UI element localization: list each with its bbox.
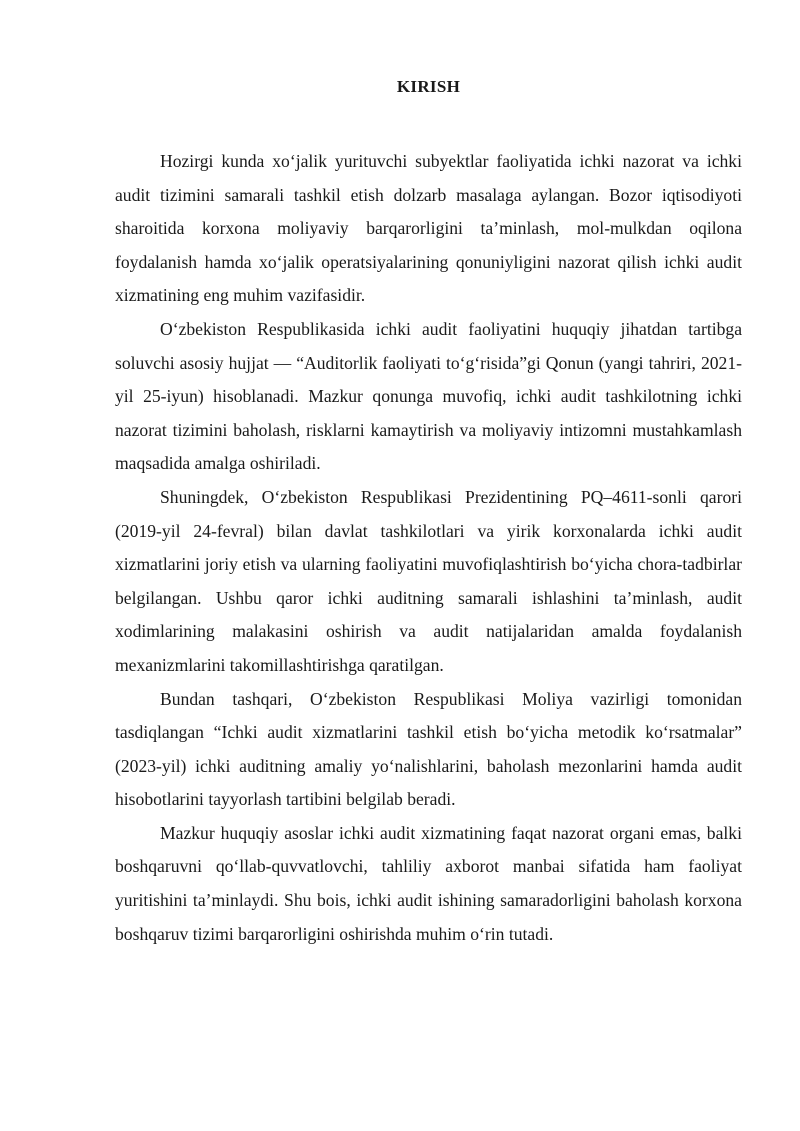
- paragraph-4: Bundan tashqari, O‘zbekiston Respublikasi Moliya vazirligi tomonidan tasdiqlangan “Ichki audit xizmatlarini tashkil etish bo‘yicha metodik ko‘rsatmalar” (2023-yil) ichki auditning amaliy yo‘nalishlarini, baholash mezonlarini hamda audit hisobotlarini tayyorlash tartibini belgilab beradi.: [115, 688, 742, 810]
- page-title: KIRISH: [396, 77, 461, 96]
- paragraph-1: Hozirgi kunda xo‘jalik yurituvchi subyektlar faoliyatida ichki nazorat va ichki audit tizimini samarali tashkil etish dolzarb masalaga aylangan. Bozor iqtisodiyoti sharoitida korxona moliyaviy barqarorligini ta’minlash, mol-mulkdan oqilona foydalanish hamda xo‘jalik operatsiyalarining qonuniyligini nazorat qilish ichki audit xizmatining eng muhim vazifasidir.: [115, 151, 742, 306]
- paragraph-2: O‘zbekiston Respublikasida ichki audit faoliyatini huquqiy jihatdan tartibga soluvchi asosiy hujjat — “Auditorlik faoliyati to‘g‘risida”gi Qonun (yangi tahriri, 2021-yil 25-iyun) hisoblanadi. Mazkur qonunga muvofiq, ichki audit tashkilotning ichki nazorat tizimini baholash, risklarni kamaytirish va moliyaviy intizomni mustahkamlash maqsadida amalga oshiriladi.: [115, 318, 742, 474]
- paragraph-3: Shuningdek, O‘zbekiston Respublikasi Prezidentining PQ–4611-sonli qarori (2019-yil 24-fevral) bilan davlat tashkilotlari va yirik korxonalarda ichki audit xizmatlarini joriy etish va ularning faoliyatini muvofiqlashtirish bo‘yicha chora-tadbirlar belgilangan. Ushbu qaror ichki auditning samarali ishlashini ta’minlash, audit xodimlarining malakasini oshirish va audit natijalaridan amalda foydalanish mexanizmlarini takomillashtirishga qaratilgan.: [115, 486, 742, 675]
- paragraph-5: Mazkur huquqiy asoslar ichki audit xizmatining faqat nazorat organi emas, balki boshqaruvni qo‘llab-quvvatlovchi, tahliliy axborot manbai sifatida ham faoliyat yuritishini ta’minlaydi. Shu bois, ichki audit ishining samaradorligini baholash korxona boshqaruv tizimi barqarorligini oshirishda muhim o‘rin tutadi.: [115, 822, 742, 944]
- document-body: [115, 145, 742, 951]
